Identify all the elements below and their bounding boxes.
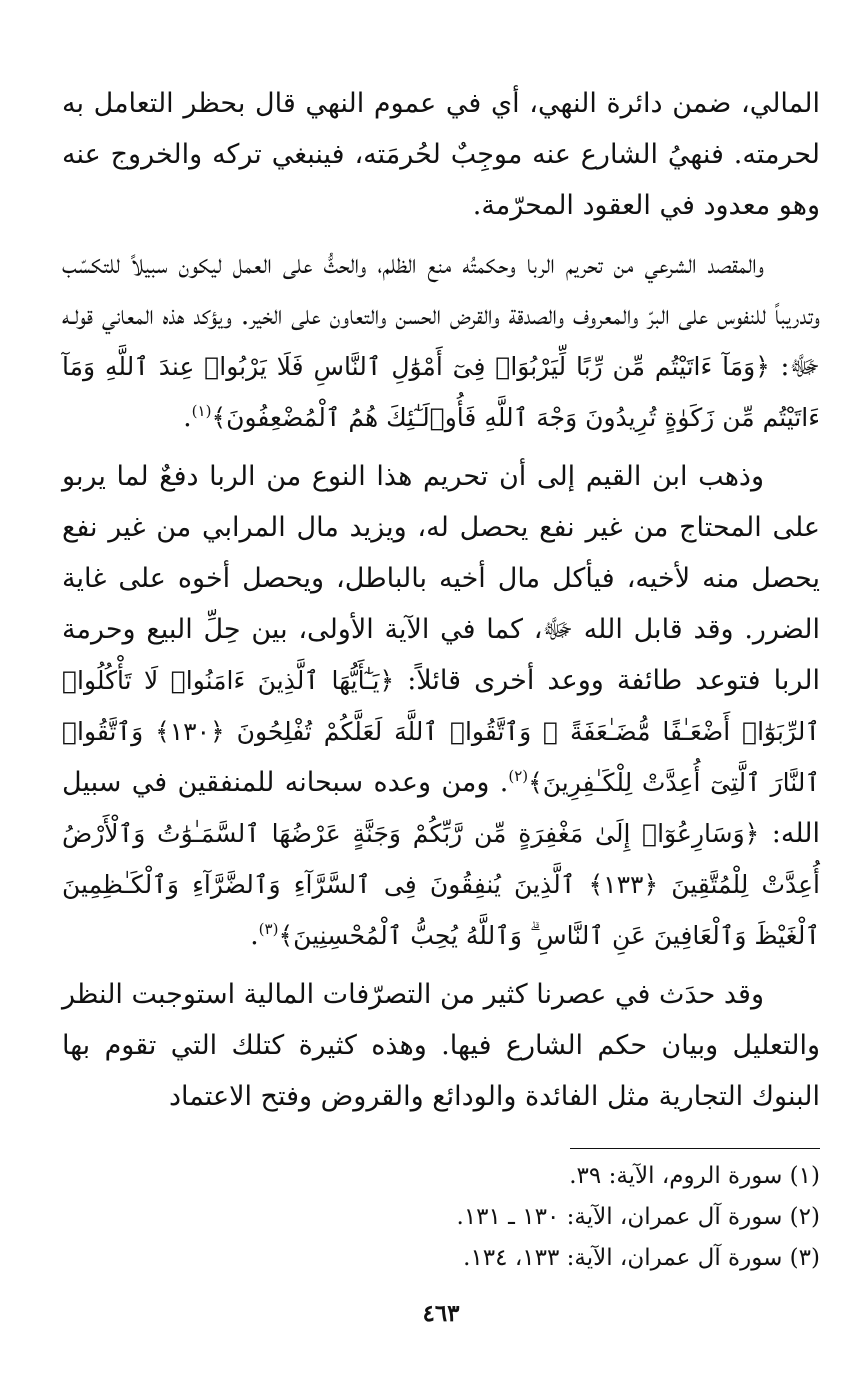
footnote-3: (٣) سورة آل عمران، الآية: ١٣٣، ١٣٤. [463,1245,820,1271]
paragraph-1: المالي، ضمن دائرة النهي، أي في عموم النهي قال بحظر التعامل به لحرمته. فنهيُ الشارع عنه موجِبٌ لحُرمَته، فينبغي تركه والخروج عنه وهو معدود في العقود المحرّمة. [62,88,820,221]
book-page [62,78,820,1338]
paragraph-3 [62,451,820,961]
paragraph-2-end: . [183,402,192,433]
paragraph-3-text: وذهب ابن القيم إلى أن تحريم هذا النوع من الربا دفعٌ لما يربو على المحتاج من غير نفع يحصل له، ويزيد مال المرابي من غير نفع يحصل منه لأخيه، فيأكل مال أخيه بالباطل، ويحصل أخوه على غاية الضرر. وقد قابل الله ﷻ، كما في الآية الأولى، بين حِلِّ البيع وحرمة الربا فتوعد طائفة ووعد أخرى قائلاً: [62,461,821,696]
quran-verse-imran-133: ﴿وَسَارِعُوٓا۟ إِلَىٰ مَغْفِرَةٍ مِّن رَّبِّكُمْ وَجَنَّةٍ عَرْضُهَا ٱلسَّمَـٰوَٰتُ وَٱلْأَرْضُ أُعِدَّتْ لِلْمُتَّقِينَ ﴿١٣٣﴾ ٱلَّذِينَ يُنفِقُونَ فِى ٱلسَّرَّآءِ وَٱلضَّرَّآءِ وَٱلْكَـٰظِمِينَ ٱلْغَيْظَ وَٱلْعَافِينَ عَنِ ٱلنَّاسِ ۗ وَٱللَّهُ يُحِبُّ ٱلْمُحْسِنِينَ﴾ [62,819,820,950]
paragraph-2 [62,239,820,443]
footnote-1: (١) سورة الروم، الآية: ٣٩. [569,1163,820,1189]
quran-verse-imran-130: ﴿يَـٰٓأَيُّهَا ٱلَّذِينَ ءَامَنُوا۟ لَا تَأْكُلُوا۟ ٱلرِّبَوٰٓا۟ أَضْعَـٰفًا مُّضَـٰعَفَةً ۖ وَٱتَّقُوا۟ ٱللَّهَ لَعَلَّكُمْ تُفْلِحُونَ ﴿١٣٠﴾ وَٱتَّقُوا۟ ٱلنَّارَ ٱلَّتِىٓ أُعِدَّتْ لِلْكَـٰفِرِينَ﴾ [62,666,821,797]
footnote-2: (٢) سورة آل عمران، الآية: ١٣٠ ـ ١٣١. [456,1204,820,1230]
page-number: ٤٦٣ [422,1300,460,1327]
paragraph-3-middle: . ومن وعده سبحانه للمنفقين في سبيل الله: [62,767,820,849]
footnote-separator [570,1148,820,1149]
paragraph-3-end: . [250,920,259,951]
main-text [62,78,820,1122]
quran-verse-rum-39: ﴿وَمَآ ءَاتَيْتُم مِّن رِّبًا لِّيَرْبُوَا۟ فِىٓ أَمْوَٰلِ ٱلنَّاسِ فَلَا يَرْبُوا۟ عِندَ ٱللَّهِ وَمَآ ءَاتَيْتُم مِّن زَكَوٰةٍ تُرِيدُونَ وَجْهَ ٱللَّهِ فَأُو۟لَـٰٓئِكَ هُمُ ٱلْمُضْعِفُونَ﴾ [62,352,820,432]
footnote-ref-2: (٢) [508,767,529,785]
footnote-ref-3: (٣) [258,920,279,938]
footnotes [62,1156,820,1279]
paragraph-2-text: والمقصد الشرعي من تحريم الربا وحكمتُه منع الظلم، والحثُّ على العمل ليكون سبيلاً للتكسّب وتدريباً للنفوس على البرّ والمعروف والصدقة والقرض الحسن والتعاون على الخير. ويؤكد هذه المعاني قولـه ﷻ: [62,249,820,382]
footnote-ref-1: (١) [191,402,212,420]
paragraph-4: وقد حدَث في عصرنا كثير من التصرّفات المالية استوجبت النظر والتعليل وبيان حكم الشارع فيها. وهذه كثيرة كتلك التي تقوم بها البنوك التجارية مثل الفائدة والودائع والقروض وفتح الاعتماد [62,979,820,1112]
